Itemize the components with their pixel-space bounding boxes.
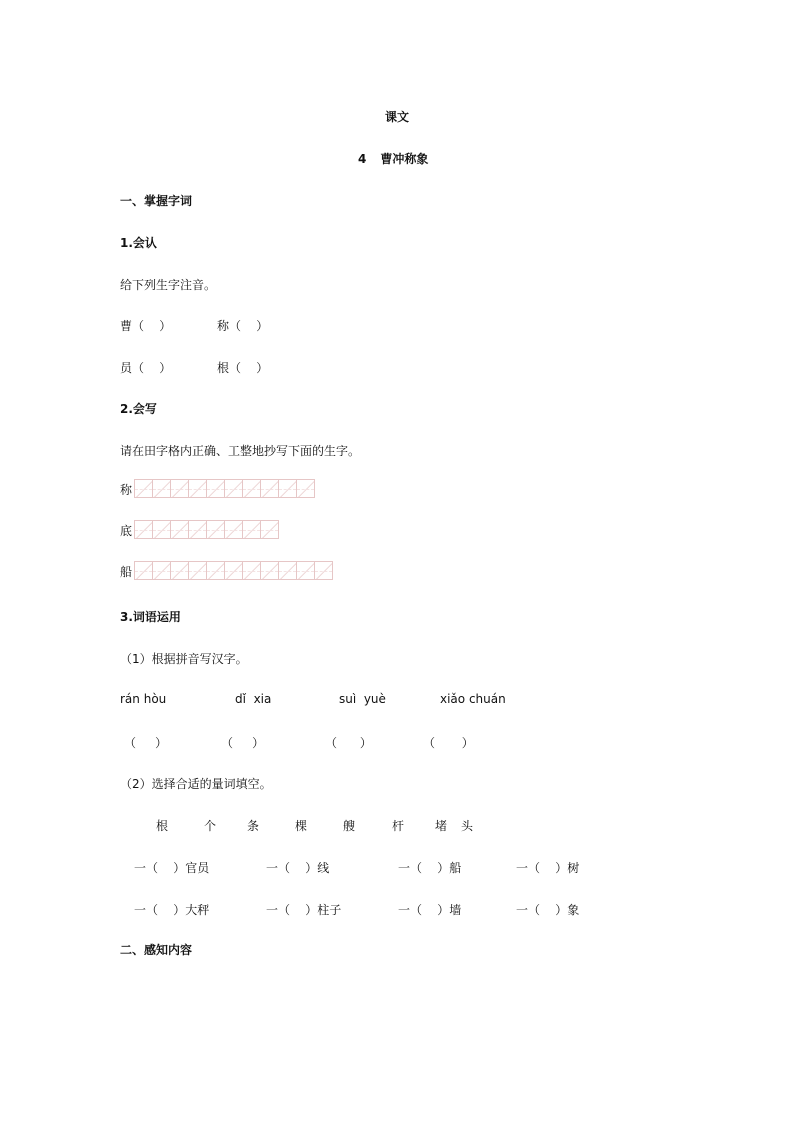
measure-word: 艘 <box>343 819 356 833</box>
q2-heading: 2.会写 <box>120 402 157 416</box>
pinyin-item-char: 员 <box>120 361 133 375</box>
tianzige-cell[interactable] <box>314 561 333 580</box>
tianzige-cell[interactable] <box>242 479 261 498</box>
tianzige-cell[interactable] <box>188 561 207 580</box>
tianzige-cell[interactable] <box>206 479 225 498</box>
tianzige-cell[interactable] <box>206 520 225 539</box>
measure-fill-item: 一（ ）线 <box>266 861 330 875</box>
tianzige-cell[interactable] <box>170 561 189 580</box>
tianzige-cell[interactable] <box>242 520 261 539</box>
section-2-heading: 二、感知内容 <box>120 943 193 957</box>
tianzige-cell[interactable] <box>260 520 279 539</box>
measure-word: 堵 <box>435 819 448 833</box>
q3-part2-label: （2）选择合适的量词填空。 <box>120 777 272 791</box>
writing-char: 称 <box>120 483 133 497</box>
tianzige-grid[interactable] <box>134 520 278 539</box>
hanzi-blank: （ ） <box>124 736 168 750</box>
measure-word: 头 <box>461 819 474 833</box>
tianzige-cell[interactable] <box>188 479 207 498</box>
tianzige-cell[interactable] <box>134 561 153 580</box>
measure-fill-item: 一（ ）墙 <box>398 903 462 917</box>
lesson-name: 曹冲称象 <box>380 152 429 166</box>
tianzige-cell[interactable] <box>224 561 243 580</box>
measure-fill-item: 一（ ）船 <box>398 861 462 875</box>
writing-row-2 <box>120 520 278 539</box>
tianzige-cell[interactable] <box>152 561 171 580</box>
pinyin-item <box>217 360 268 376</box>
tianzige-cell[interactable] <box>134 520 153 539</box>
pinyin-item <box>120 360 171 376</box>
pinyin-word: xiǎo chuán <box>440 692 506 706</box>
pinyin-word: suì yuè <box>339 692 386 706</box>
writing-row-1 <box>120 479 314 498</box>
pinyin-item-char: 曹 <box>120 319 133 333</box>
pinyin-word: dǐ xia <box>235 692 272 706</box>
tianzige-cell[interactable] <box>152 520 171 539</box>
lesson-number: 4 <box>358 152 367 166</box>
pinyin-item-blank: （ ） <box>132 319 172 333</box>
measure-word: 条 <box>247 819 260 833</box>
measure-fill-item: 一（ ）树 <box>516 861 580 875</box>
tianzige-cell[interactable] <box>206 561 225 580</box>
tianzige-grid[interactable] <box>134 479 314 498</box>
tianzige-cell[interactable] <box>296 479 315 498</box>
tianzige-grid[interactable] <box>134 561 332 580</box>
pinyin-item-char: 称 <box>217 319 230 333</box>
tianzige-cell[interactable] <box>260 561 279 580</box>
tianzige-cell[interactable] <box>278 561 297 580</box>
writing-char: 底 <box>120 524 133 538</box>
tianzige-cell[interactable] <box>188 520 207 539</box>
page-title: 课文 <box>384 110 409 124</box>
q2-instruction: 请在田字格内正确、工整地抄写下面的生字。 <box>120 444 361 458</box>
lesson-title <box>358 151 428 167</box>
measure-fill-item: 一（ ）柱子 <box>266 903 342 917</box>
pinyin-item-char: 根 <box>217 361 230 375</box>
measure-fill-item: 一（ ）大秤 <box>134 903 210 917</box>
q1-heading: 1.会认 <box>120 236 157 250</box>
q3-heading: 3.词语运用 <box>120 610 181 624</box>
pinyin-item <box>120 318 171 334</box>
measure-word: 杆 <box>392 819 405 833</box>
tianzige-cell[interactable] <box>260 479 279 498</box>
writing-char: 船 <box>120 565 133 579</box>
tianzige-cell[interactable] <box>224 479 243 498</box>
section-1-heading: 一、掌握字词 <box>120 194 193 208</box>
tianzige-cell[interactable] <box>170 479 189 498</box>
writing-row-3 <box>120 561 332 580</box>
measure-word: 棵 <box>295 819 308 833</box>
tianzige-cell[interactable] <box>134 479 153 498</box>
measure-fill-item: 一（ ）官员 <box>134 861 210 875</box>
q3-part1-label: （1）根据拼音写汉字。 <box>120 652 248 666</box>
hanzi-blank: （ ） <box>325 736 372 750</box>
hanzi-blank: （ ） <box>221 736 265 750</box>
pinyin-item <box>217 318 268 334</box>
tianzige-cell[interactable] <box>224 520 243 539</box>
tianzige-cell[interactable] <box>296 561 315 580</box>
measure-word: 根 <box>156 819 169 833</box>
measure-fill-item: 一（ ）象 <box>516 903 580 917</box>
measure-word: 个 <box>204 819 217 833</box>
hanzi-blank: （ ） <box>423 736 474 750</box>
tianzige-cell[interactable] <box>242 561 261 580</box>
pinyin-item-blank: （ ） <box>132 361 172 375</box>
pinyin-word: rán hòu <box>120 692 167 706</box>
pinyin-item-blank: （ ） <box>229 319 269 333</box>
tianzige-cell[interactable] <box>278 479 297 498</box>
pinyin-item-blank: （ ） <box>229 361 269 375</box>
tianzige-cell[interactable] <box>170 520 189 539</box>
tianzige-cell[interactable] <box>152 479 171 498</box>
q1-instruction: 给下列生字注音。 <box>120 278 217 292</box>
